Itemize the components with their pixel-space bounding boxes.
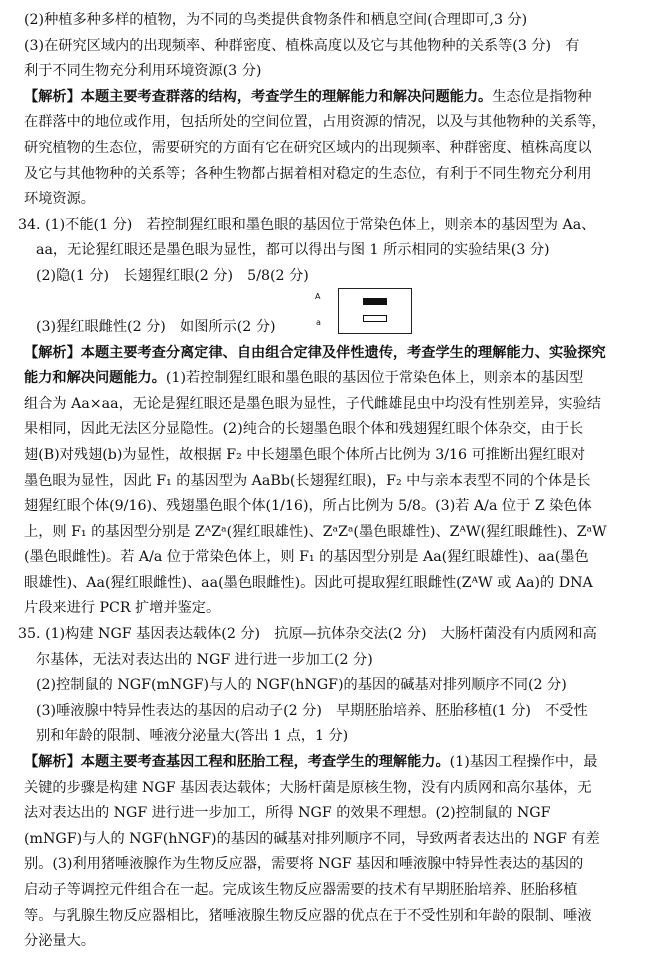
answer-line: (3)在研究区域内的出现频率、种群密度、植株高度以及它与其他物种的关系等(3 分) 有 [24,37,580,54]
analysis-line: 及它与其他物种的关系等；各种生物都占据着相对稳定的生态位，有利于不同生物充分利用 [24,165,592,182]
analysis-text: 生态位是指物种 [492,88,592,105]
analysis-label: 【解析】本题主要考查分离定律、自由组合定律及伴性遗传，考查学生的理解能力、实验探究 [24,344,606,361]
answer-line: (2)控制鼠的 NGF(mNGF)与人的 NGF(hNGF)的基因的碱基对排列顺序不同(2 分) [36,677,567,694]
analysis-line: 翅(B)对残翅(b)为显性，故根据 F₂ 中长翅墨色眼个体所占比例为 3/16 可推断出猩红眼对 [24,446,586,463]
analysis-label: 【解析】本题主要考查基因工程和胚胎工程，考查学生的理解能力。 [24,754,450,771]
analysis-line: (墨色眼雌性)。若 A/a 位于常染色体上，则 F₁ 的基因型分别是 Aa(猩红眼雄性)、aa(墨色 [24,549,589,566]
answer-line: 别和年龄的限制、唾液分泌量大(答出 1 点，1 分) [36,728,349,745]
answer-line: aa，无论猩红眼还是墨色眼为显性，都可以得出与图 1 所示相同的实验结果(3 分) [36,242,550,259]
analysis-line: 组合为 Aa×aa，无论是猩红眼还是墨色眼为显性，子代雌雄昆虫中均没有性别差异，实验结 [24,395,601,412]
figure-row [12,290,658,341]
chromosome-diagram [338,288,412,334]
analysis-line: 上，则 F₁ 的基因型分别是 ZᴬZᵃ(猩红眼雄性)、ZᵃZᵃ(墨色眼雄性)、ZᴬW(猩红眼雌性)、ZᵃW [24,523,607,540]
answer-line: (3)唾液腺中特异性表达的基因的启动子(2 分) 早期胚胎培养、胚胎移植(1 分) 不受性 [36,702,588,719]
analysis-text: (1)基因工程操作中，最 [449,754,598,771]
analysis-line: 墨色眼为显性，因此 F₁ 的基因型为 AaBb(长翅猩红眼)，F₂ 中与亲本表型不同的个体是长 [24,472,591,489]
figure-label-bottom: a [316,317,321,327]
analysis-line: 等。与乳腺生物反应器相比，猪唾液腺生物反应器的优点在于不受性别和年龄的限制、唾液 [24,907,592,924]
analysis-line: 在群落中的地位或作用，包括所处的空间位置，占用资源的情况，以及与其他物种的关系等， [24,114,606,131]
analysis-line: 片段来进行 PCR 扩增并鉴定。 [24,600,221,617]
question-line: 34. (1)不能(1 分) 若控制猩红眼和墨色眼的基因位于常染色体上，则亲本的基因型为 Aa、 [18,216,596,233]
analysis-line: 分泌量大。 [24,933,95,950]
filled-chromosome-bar [363,298,387,305]
analysis-line: 翅猩红眼个体(9/16)、残翅墨色眼个体(1/16)，所占比例为 5/8。(3)若 A/a 位于 Z 染色体 [24,498,592,515]
analysis-first-line [12,750,658,776]
answer-line: 尔基体，无法对表达出的 NGF 进行进一步加工(2 分) [36,651,373,668]
analysis-line: 启动子等调控元件组合在一起。完成该生物反应器需要的技术有早期胚胎培养、胚胎移植 [24,882,578,898]
answer-line: 利于不同生物充分利用环境资源(3 分) [24,63,262,80]
answer-line: (2)种植多种多样的植物，为不同的鸟类提供食物条件和栖息空间(合理即可,3 分) [24,12,528,28]
open-chromosome-bar [363,315,387,322]
analysis-label-cont: 能力和解决问题能力。 [24,370,166,387]
q34-analysis [12,341,658,623]
question-line: 35. (1)构建 NGF 基因表达载体(2 分) 抗原—抗体杂交法(2 分) 大肠杆菌没有内质网和高 [18,626,597,643]
analysis-line: 果相同，因此无法区分显隐性。(2)纯合的长翅墨色眼个体和残翅猩红眼个体杂交，由于长 [24,421,584,438]
q35-answer-block [12,622,658,750]
answer-line: (2)隐(1 分) 长翅猩红眼(2 分) 5/8(2 分) [36,267,309,284]
q33-answer-block [12,8,658,85]
analysis-line: (mNGF)与人的 NGF(hNGF)的基因的碱基对排列顺序不同，导致两者表达出的 NGF 有差 [24,830,600,847]
analysis-line: 环境资源。 [24,191,95,208]
q33-analysis [12,85,658,213]
analysis-first-line [12,85,658,111]
analysis-text: (1)若控制猩红眼和墨色眼的基因位于常染色体上，则亲本的基因型 [165,370,584,387]
analysis-line: 研究植物的生态位，需要研究的方面有它在研究区域内的出现频率、种群密度、植株高度以 [24,139,592,156]
analysis-line [12,366,658,392]
analysis-line: 法对表达出的 NGF 进行进一步加工，所得 NGF 的效果不理想。(2)控制鼠的 NGF [24,805,551,822]
analysis-line: 眼雄性)、Aa(猩红眼雌性)、aa(墨色眼雌性)。因此可提取猩红眼雌性(ZᴬW 或 Aa)的 DNA [24,574,593,591]
analysis-label: 【解析】本题主要考查群落的结构，考查学生的理解能力和解决问题能力。 [24,88,493,105]
figure-label-top: A [315,291,321,301]
analysis-line: 别。(3)利用猪唾液腺作为生物反应器，需要将 NGF 基因和唾液腺中特异性表达的基因的 [24,856,584,873]
q34-answer-block [12,213,658,341]
q35-analysis [12,750,658,955]
analysis-line: 关键的步骤是构建 NGF 基因表达载体；大肠杆菌是原核生物，没有内质网和高尔基体，无 [24,779,592,796]
figure-caption: (3)猩红眼雌性(2 分) 如图所示(2 分) [36,318,276,335]
